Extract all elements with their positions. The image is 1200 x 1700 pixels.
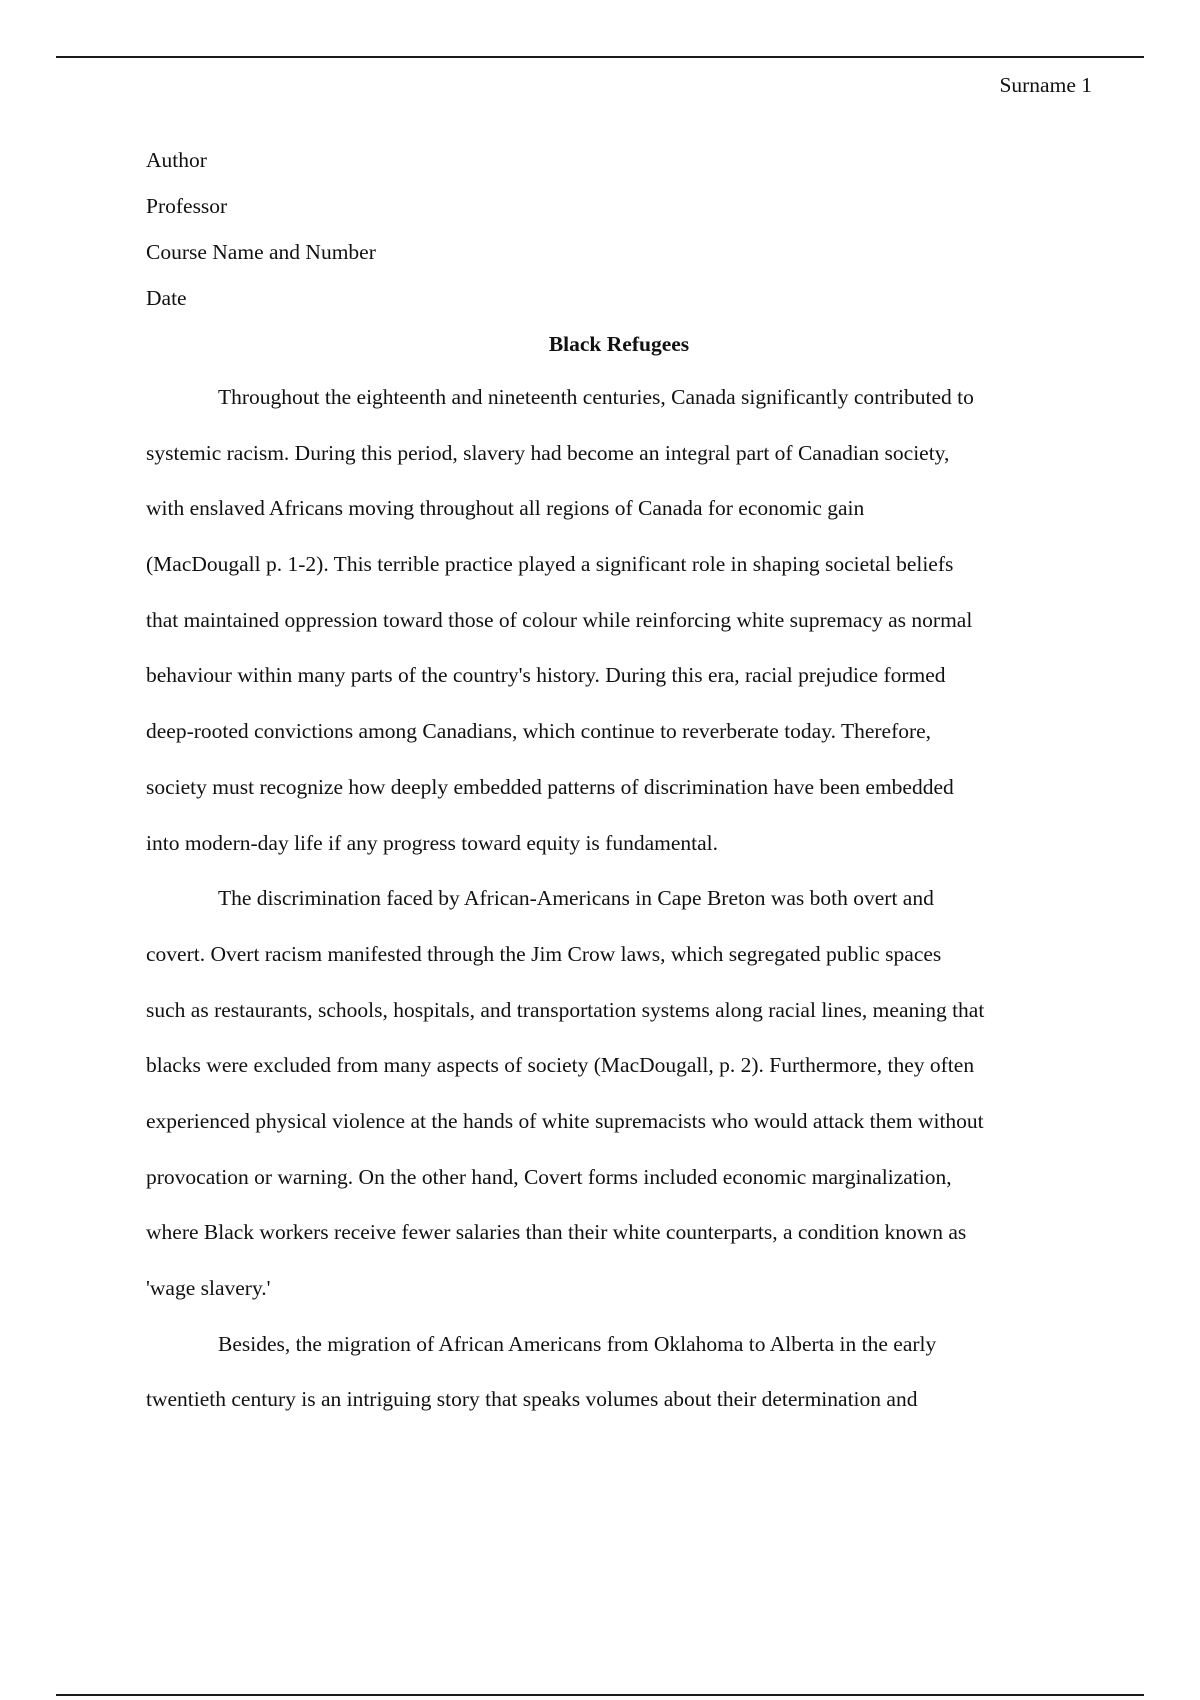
text-line: society must recognize how deeply embedded patterns of discrimination have been embedded	[146, 774, 954, 799]
paragraph-3	[146, 1329, 1092, 1440]
paragraph-2	[146, 883, 1092, 1329]
text-line: (MacDougall p. 1-2). This terrible practice played a significant role in shaping societal beliefs	[146, 552, 954, 577]
text-line: with enslaved Africans moving throughout all regions of Canada for economic gain	[146, 496, 865, 521]
text-line: into modern-day life if any progress toward equity is fundamental.	[146, 830, 718, 855]
text-line: covert. Overt racism manifested through the Jim Crow laws, which segregated public spaces	[146, 941, 942, 966]
paragraph-1	[146, 382, 1092, 883]
body-text	[146, 382, 1092, 1440]
date-line: Date	[146, 286, 187, 310]
text-line: twentieth century is an intriguing story that speaks volumes about their determination and	[146, 1387, 918, 1412]
professor-line: Professor	[146, 194, 228, 218]
text-line: deep-rooted convictions among Canadians, which continue to reverberate today. Therefore,	[146, 719, 932, 744]
running-head: Surname 1	[999, 73, 1092, 97]
text-line: provocation or warning. On the other hand, Covert forms included economic marginalization,	[146, 1164, 952, 1189]
text-line: experienced physical violence at the hands of white supremacists who would attack them without	[146, 1108, 984, 1133]
document-title: Black Refugees	[548, 332, 690, 356]
text-line: Throughout the eighteenth and nineteenth centuries, Canada significantly contributed to	[218, 385, 974, 409]
text-line: Besides, the migration of African Americans from Oklahoma to Alberta in the early	[218, 1331, 937, 1356]
text-line: that maintained oppression toward those of colour while reinforcing white supremacy as normal	[146, 607, 973, 632]
header-block	[146, 146, 376, 330]
text-line: systemic racism. During this period, slavery had become an integral part of Canadian society,	[146, 440, 950, 465]
course-line: Course Name and Number	[146, 240, 376, 264]
text-line: behaviour within many parts of the country's history. During this era, racial prejudice formed	[146, 663, 946, 688]
text-line: 'wage slavery.'	[146, 1276, 271, 1300]
author-line: Author	[146, 148, 207, 172]
text-line: such as restaurants, schools, hospitals, and transportation systems along racial lines, meaning that	[146, 997, 985, 1022]
page-bottom-rule	[56, 1694, 1144, 1696]
text-line: where Black workers receive fewer salaries than their white counterparts, a condition known as	[146, 1220, 967, 1245]
text-line: The discrimination faced by African-Americans in Cape Breton was both overt and	[218, 886, 934, 911]
text-line: blacks were excluded from many aspects of society (MacDougall, p. 2). Furthermore, they often	[146, 1053, 975, 1078]
page-top-rule	[56, 56, 1144, 58]
